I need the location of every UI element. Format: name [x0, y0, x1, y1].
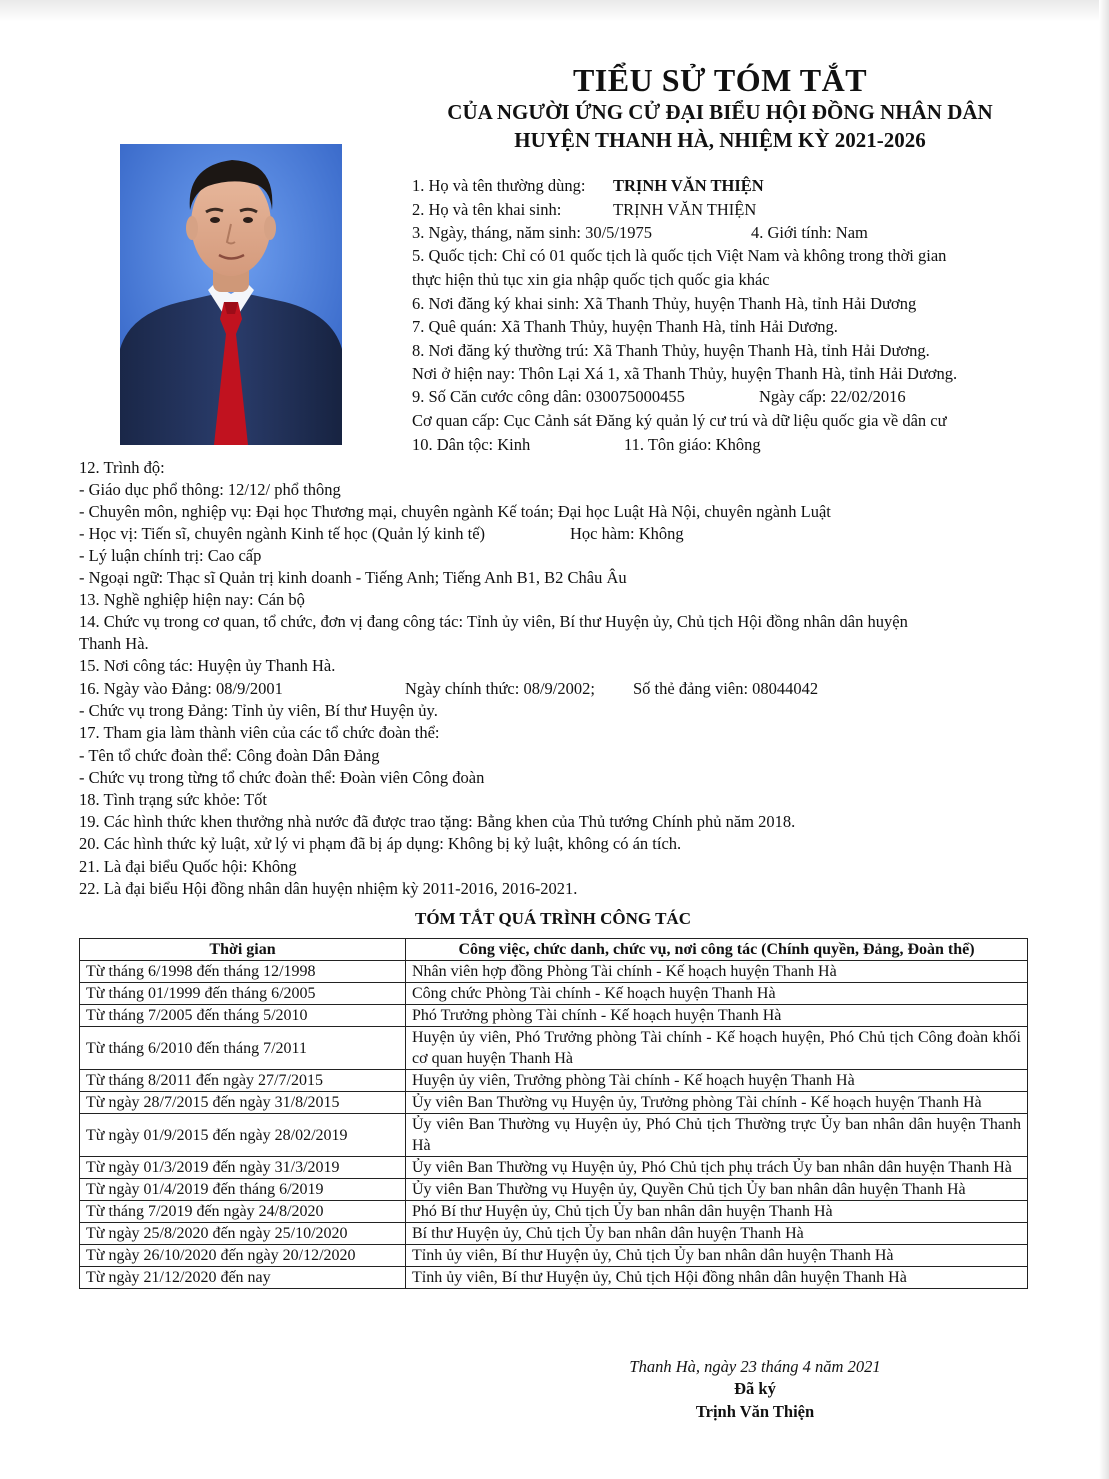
- organization-position: - Chức vụ trong từng tổ chức đoàn thể: Đoàn viên Công đoàn: [79, 768, 485, 787]
- birth-name-label: 2. Họ và tên khai sinh:: [412, 200, 562, 219]
- organization-name: - Tên tổ chức đoàn thể: Công đoàn Dân Đảng: [79, 746, 380, 765]
- party-official-date: Ngày chính thức: 08/9/2002;: [405, 679, 595, 698]
- row-time: Từ ngày 21/12/2020 đến nay: [80, 1267, 406, 1289]
- table-row: [80, 1201, 1028, 1223]
- education-heading: 12. Trình độ:: [79, 458, 165, 477]
- row-time: Từ ngày 01/9/2015 đến ngày 28/02/2019: [80, 1114, 406, 1157]
- table-row: [80, 1245, 1028, 1267]
- row-job: Ủy viên Ban Thường vụ Huyện ủy, Quyền Chủ tịch Ủy ban nhân dân huyện Thanh Hà: [406, 1179, 1028, 1201]
- citizen-id: 9. Số Căn cước công dân: 030075000455: [412, 387, 685, 406]
- common-name-value: TRỊNH VĂN THIỆN: [613, 176, 764, 195]
- nationality-line2: thực hiện thủ tục xin gia nhập quốc tịch quốc gia khác: [412, 270, 770, 289]
- general-education: - Giáo dục phổ thông: 12/12/ phổ thông: [79, 480, 341, 499]
- row-time: Từ ngày 01/3/2019 đến ngày 31/3/2019: [80, 1157, 406, 1179]
- row-time: Từ tháng 8/2011 đến ngày 27/7/2015: [80, 1070, 406, 1092]
- table-row: [80, 983, 1028, 1005]
- scan-edge-top: [0, 0, 1109, 22]
- party-position: - Chức vụ trong Đảng: Tỉnh ủy viên, Bí thư Huyện ủy.: [79, 701, 438, 720]
- row-job: Nhân viên hợp đồng Phòng Tài chính - Kế hoạch huyện Thanh Hà: [406, 961, 1028, 983]
- table-row: [80, 1157, 1028, 1179]
- signature-place-date: Thanh Hà, ngày 23 tháng 4 năm 2021: [629, 1357, 881, 1376]
- scan-edge-right: [1099, 0, 1109, 1479]
- council-deputy-history: 22. Là đại biểu Hội đồng nhân dân huyện nhiệm kỳ 2011-2016, 2016-2021.: [79, 879, 578, 898]
- row-time: Từ tháng 6/2010 đến tháng 7/2011: [80, 1027, 406, 1070]
- professional-qualification: - Chuyên môn, nghiệp vụ: Đại học Thương mại, chuyên ngành Kế toán; Đại học Luật Hà Nội, chuyên ngành Luật: [79, 502, 831, 521]
- work-history-title: TÓM TẮT QUÁ TRÌNH CÔNG TÁC: [415, 909, 691, 928]
- row-time: Từ tháng 7/2019 đến ngày 24/8/2020: [80, 1201, 406, 1223]
- workplace: 15. Nơi công tác: Huyện ủy Thanh Hà.: [79, 656, 336, 675]
- common-name-label: 1. Họ và tên thường dùng:: [412, 176, 586, 195]
- table-row: [80, 961, 1028, 983]
- party-card-number: Số thẻ đảng viên: 08044042: [633, 679, 819, 698]
- row-time: Từ ngày 26/10/2020 đến ngày 20/12/2020: [80, 1245, 406, 1267]
- column-header-time: Thời gian: [80, 939, 406, 961]
- religion: 11. Tôn giáo: Không: [624, 435, 761, 454]
- row-time: Từ tháng 01/1999 đến tháng 6/2005: [80, 983, 406, 1005]
- document-subtitle-line2: HUYỆN THANH HÀ, NHIỆM KỲ 2021-2026: [514, 128, 926, 152]
- current-residence: Nơi ở hiện nay: Thôn Lại Xá 1, xã Thanh Thủy, huyện Thanh Hà, tỉnh Hải Dương.: [412, 364, 958, 383]
- table-row: [80, 1179, 1028, 1201]
- portrait-photo: [120, 144, 342, 445]
- column-header-job: Công việc, chức danh, chức vụ, nơi công tác (Chính quyền, Đảng, Đoàn thể): [406, 939, 1028, 961]
- foreign-language: - Ngoại ngữ: Thạc sĩ Quản trị kinh doanh - Tiếng Anh; Tiếng Anh B1, B2 Châu Âu: [79, 568, 627, 587]
- academic-title: Học hàm: Không: [570, 524, 684, 543]
- row-job: Huyện ủy viên, Phó Trưởng phòng Tài chính - Kế hoạch huyện, Phó Chủ tịch Công đoàn khối cơ quan huyện Thanh Hà: [406, 1027, 1028, 1070]
- table-row: [80, 1223, 1028, 1245]
- current-occupation: 13. Nghề nghiệp hiện nay: Cán bộ: [79, 590, 305, 609]
- table-row: [80, 1005, 1028, 1027]
- current-position-line2: Thanh Hà.: [79, 634, 149, 653]
- birth-date: 3. Ngày, tháng, năm sinh: 30/5/1975: [412, 223, 652, 242]
- birth-registration-place: 6. Nơi đăng ký khai sinh: Xã Thanh Thủy, huyện Thanh Hà, tỉnh Hải Dương: [412, 294, 917, 313]
- row-time: Từ tháng 7/2005 đến tháng 5/2010: [80, 1005, 406, 1027]
- row-job: Ủy viên Ban Thường vụ Huyện ủy, Phó Chủ tịch phụ trách Ủy ban nhân dân huyện Thanh Hà: [406, 1157, 1028, 1179]
- table-row: [80, 1267, 1028, 1289]
- table-row: [80, 1092, 1028, 1114]
- row-job: Ủy viên Ban Thường vụ Huyện ủy, Trưởng phòng Tài chính - Kế hoạch huyện Thanh Hà: [406, 1092, 1028, 1114]
- row-job: Huyện ủy viên, Trưởng phòng Tài chính - Kế hoạch huyện Thanh Hà: [406, 1070, 1028, 1092]
- row-job: Tỉnh ủy viên, Bí thư Huyện ủy, Chủ tịch Ủy ban nhân dân huyện Thanh Hà: [406, 1245, 1028, 1267]
- academic-degree: - Học vị: Tiến sĩ, chuyên ngành Kinh tế học (Quản lý kinh tế): [79, 524, 486, 543]
- row-job: Ủy viên Ban Thường vụ Huyện ủy, Phó Chủ tịch Thường trực Ủy ban nhân dân huyện Thanh Hà: [406, 1114, 1028, 1157]
- table-row: [80, 1027, 1028, 1070]
- ethnicity: 10. Dân tộc: Kinh: [412, 435, 531, 454]
- gender: 4. Giới tính: Nam: [751, 223, 868, 242]
- current-position-line1: 14. Chức vụ trong cơ quan, tổ chức, đơn vị đang công tác: Tỉnh ủy viên, Bí thư Huyện ủy, Chủ tịch Hội đồng nhân dân huyện: [79, 612, 908, 631]
- row-job: Tỉnh ủy viên, Bí thư Huyện ủy, Chủ tịch Hội đồng nhân dân huyện Thanh Hà: [406, 1267, 1028, 1289]
- work-history-table: [79, 938, 1028, 1289]
- citizen-id-issue-date: Ngày cấp: 22/02/2016: [759, 387, 906, 406]
- citizen-id-issuer: Cơ quan cấp: Cục Cảnh sát Đăng ký quản lý cư trú và dữ liệu quốc gia về dân cư: [412, 411, 947, 430]
- table-header-row: [80, 939, 1028, 961]
- signer-name: Trịnh Văn Thiện: [695, 1402, 815, 1421]
- document-title: TIỂU SỬ TÓM TẮT: [572, 62, 868, 98]
- table-row: [80, 1070, 1028, 1092]
- awards: 19. Các hình thức khen thưởng nhà nước đã được trao tặng: Bằng khen của Thủ tướng Chính phủ năm 2018.: [79, 812, 796, 831]
- row-time: Từ ngày 25/8/2020 đến ngày 25/10/2020: [80, 1223, 406, 1245]
- organizations-heading: 17. Tham gia làm thành viên của các tổ chức đoàn thể:: [79, 723, 440, 742]
- row-job: Phó Bí thư Huyện ủy, Chủ tịch Ủy ban nhân dân huyện Thanh Hà: [406, 1201, 1028, 1223]
- row-job: Phó Trưởng phòng Tài chính - Kế hoạch huyện Thanh Hà: [406, 1005, 1028, 1027]
- political-theory: - Lý luận chính trị: Cao cấp: [79, 546, 262, 565]
- health-status: 18. Tình trạng sức khỏe: Tốt: [79, 790, 267, 809]
- document-subtitle-line1: CỦA NGƯỜI ỨNG CỬ ĐẠI BIỂU HỘI ĐỒNG NHÂN DÂN: [447, 100, 993, 124]
- row-time: Từ tháng 6/1998 đến tháng 12/1998: [80, 961, 406, 983]
- row-time: Từ ngày 01/4/2019 đến tháng 6/2019: [80, 1179, 406, 1201]
- disciplinary-record: 20. Các hình thức kỷ luật, xử lý vi phạm đã bị áp dụng: Không bị kỷ luật, không có án tích.: [79, 834, 682, 853]
- birth-name-value: TRỊNH VĂN THIỆN: [613, 200, 757, 219]
- party-join-date: 16. Ngày vào Đảng: 08/9/2001: [79, 679, 283, 698]
- table-row: [80, 1114, 1028, 1157]
- hometown: 7. Quê quán: Xã Thanh Thủy, huyện Thanh Hà, tỉnh Hải Dương.: [412, 317, 838, 336]
- signature-status: Đã ký: [734, 1379, 776, 1398]
- nationality-line1: 5. Quốc tịch: Chỉ có 01 quốc tịch là quốc tịch Việt Nam và không trong thời gian: [412, 246, 947, 265]
- row-time: Từ ngày 28/7/2015 đến ngày 31/8/2015: [80, 1092, 406, 1114]
- national-assembly-deputy: 21. Là đại biểu Quốc hội: Không: [79, 857, 297, 876]
- row-job: Công chức Phòng Tài chính - Kế hoạch huyện Thanh Hà: [406, 983, 1028, 1005]
- row-job: Bí thư Huyện ủy, Chủ tịch Ủy ban nhân dân huyện Thanh Hà: [406, 1223, 1028, 1245]
- permanent-residence: 8. Nơi đăng ký thường trú: Xã Thanh Thủy, huyện Thanh Hà, tỉnh Hải Dương.: [412, 341, 930, 360]
